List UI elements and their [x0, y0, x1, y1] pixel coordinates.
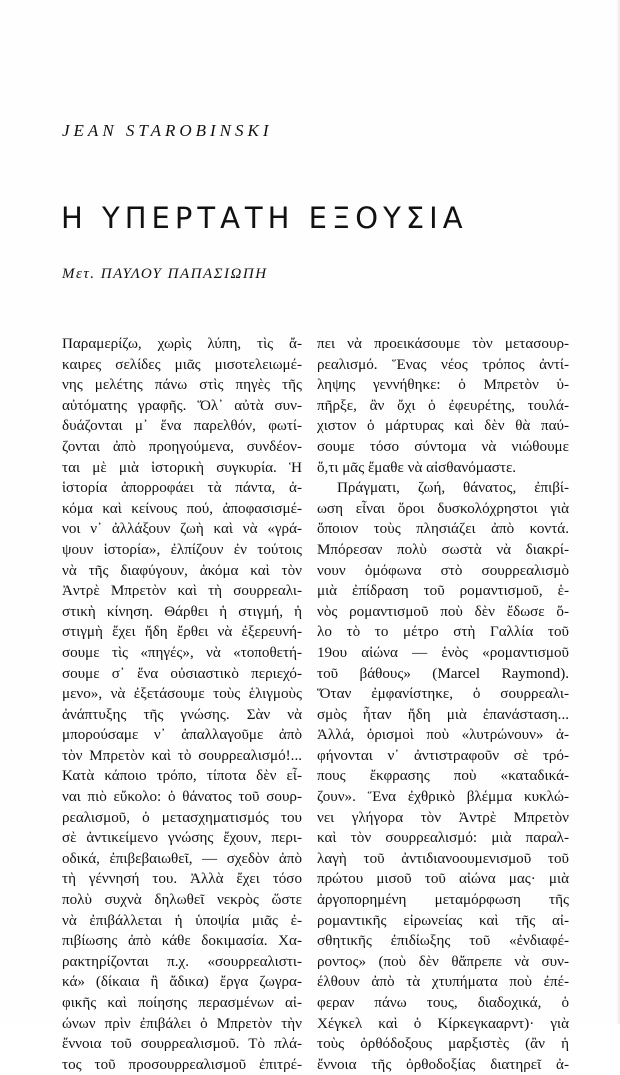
text-line: σμὸς ἦταν ἤδη μιὰ ἐπανάσταση...	[317, 706, 569, 723]
text-line: σὲ ἀντικείμενο γνώσης ἔχουν, περι-	[62, 830, 302, 847]
text-line: αὐτόματης γραφῆς. Ὅλ᾽ αὐτὰ συν-	[62, 397, 302, 414]
article-title: Η ΥΠΕΡΤΑΤΗ ΕΞΟΥΣΙΑ	[61, 201, 468, 236]
text-line: ἔννοια τῆς ὀρθοδοξίας διατηρεῖ ἀ-	[317, 1056, 569, 1073]
text-line: πιβίωσης ἀπὸ κάθε δοκιμασία. Χα-	[62, 933, 302, 950]
text-line: νοι ν᾽ ἀλλάξουν ζωὴ καὶ νὰ «γρά-	[62, 521, 302, 538]
text-line: νὰ ἐπιβάλλεται ἡ ὑποψία μιᾶς ἐ-	[62, 912, 302, 929]
text-line: σουμε τόσο σύντομα νὰ νιώθουμε	[317, 438, 569, 455]
text-line: ροντος» (ποὺ δὲν θἄπρεπε νὰ συν-	[317, 953, 569, 970]
text-line: Χέγκελ καὶ ὁ Κίρκεγκααρντ)· γιὰ	[317, 1015, 569, 1032]
text-line: νὸς ρομαντισμοῦ ποὺ δὲν ἔδωσε ὅ-	[317, 603, 569, 620]
text-line: Ἀλλά, ὁρισμοὶ ποὺ «λυτρώνουν» ἀ-	[317, 727, 569, 744]
text-line: δυάζονται μ᾽ ἕνα παρελθόν, φωτί-	[62, 418, 302, 435]
text-line: οδικά, ἐπιβεβαιωθεῖ, — σχεδὸν ἀπὸ	[62, 850, 302, 867]
text-line: σουμε σ᾽ ἕνα οὐσιαστικὸ περιεχό-	[62, 665, 302, 682]
text-line: ναι πιὸ εὔκολο: ὁ θάνατος τοῦ σουρ-	[62, 789, 302, 806]
text-line: ζουν». Ἕνα ἐχθρικὸ βλέμμα κυκλώ-	[317, 789, 569, 806]
text-line: νει γλήγορα τὸν Ἀντρὲ Μπρετὸν	[317, 809, 569, 826]
text-line: ἀνάπτυξης τῆς γνώσης. Σὰν νὰ	[62, 706, 302, 723]
text-line: σθητικῆς ἐπιδίωξης τοῦ «ἐνδιαφέ-	[317, 933, 569, 950]
text-line: ὅποιον τοὺς πλησιάζει ἀπὸ κοντά.	[317, 521, 569, 538]
text-line: νουν ὁμόφωνα στὸ σουρρεαλισμὸ	[317, 562, 569, 579]
text-line: πολὺ συχνὰ δηλωθεῖ νεκρὸς ὥστε	[62, 892, 302, 909]
text-line: μπορούσαμε ν᾽ ἀπαλλαγοῦμε ἀπὸ	[62, 727, 302, 744]
text-line: ώνων πρὶν ἐπιβάλει ὁ Μπρετὸν τὴν	[62, 1015, 302, 1032]
text-line: πους ἔκφρασης ποὺ «καταδικά-	[317, 768, 569, 785]
text-line: ληψης γεννήθηκε: ὁ Μπρετὸν ὑ-	[317, 377, 569, 394]
text-line: Πράγματι, ζωή, θάνατος, ἐπιβί-	[337, 480, 569, 497]
text-line: λο τὸ το μέτρο στὴ Γαλλία τοῦ	[317, 624, 569, 641]
text-line: ρακτηρίζονται π.χ. «σουρρεαλιστι-	[62, 953, 302, 970]
text-line: τος τοῦ προσουρρεαλισμοῦ ἐπιτρέ-	[62, 1056, 302, 1073]
text-line: Ἀντρὲ Μπρετὸν καὶ τὴ σουρρεαλι-	[62, 583, 302, 600]
text-line: ἔννοια τοῦ σουρρεαλισμοῦ. Τὸ πλά-	[62, 1036, 302, 1053]
text-line: Ὅταν ἐμφανίστηκε, ὁ σουρρεαλι-	[317, 686, 569, 703]
text-line: ται μὲ μιὰ ἱστορικὴ συγκυρία. Ἡ	[62, 459, 302, 476]
text-line: ἀργοπορημένη μεταμόρφωση τῆς	[317, 892, 569, 909]
scan-edge-shadow	[616, 0, 620, 1024]
text-line: ὅ,τι μᾶς ἔμαθε νὰ αἰσθανόμαστε.	[317, 459, 517, 476]
text-line: Παραμερίζω, χωρὶς λύπη, τὶς ἄ-	[62, 336, 302, 352]
text-line: φικῆς καὶ ποίησης περασμένων αἰ-	[62, 995, 302, 1011]
text-line: 19ου αἰώνα — ἑνὸς «ρομαντισμοῦ	[317, 644, 569, 661]
text-line: πρώτου μισοῦ τοῦ αἰώνα μας· μιὰ	[317, 871, 569, 888]
text-line: κά» (δίκαια ἢ ἄδικα) ἔργα ζωγρα-	[62, 974, 302, 991]
text-line: τοῦ βάθους» (Marcel Raymond).	[317, 665, 569, 682]
text-line: ρεαλισμό. Ἕνας νέος τρόπος ἀντί-	[317, 356, 569, 373]
text-line: πει νὰ προεικάσουμε τὸν μετασουρ-	[317, 336, 569, 352]
text-line: λαγὴ τοῦ ἀντιδιανοουμενισμοῦ τοῦ	[317, 850, 569, 867]
text-line: νὰ τῆς διαφύγουν, ἀκόμα καὶ τὸν	[62, 562, 302, 579]
text-line: μιὰ ἐπίδραση τοῦ ρομαντισμοῦ, ἑ-	[317, 583, 569, 600]
text-line: Μπόρεσαν πολὺ σωστὰ νὰ διακρί-	[317, 541, 569, 558]
text-line: καὶ τὸν σουρρεαλισμό: μιὰ παραλ-	[317, 830, 569, 847]
text-line: έλθουν ἀπὸ τὰ χτυπήματα ποὺ ἐπέ-	[317, 974, 569, 991]
translator-credit: Μετ. ΠΑΥΛΟΥ ΠΑΠΑΣΙΩΠΗ	[62, 266, 268, 282]
text-line: καιρες σελίδες μιᾶς μισοτελειωμέ-	[62, 356, 302, 373]
text-line: μενο», νὰ ἐξετάσουμε τοὺς ἑλιγμοὺς	[62, 686, 302, 703]
text-line: ρομαντικῆς εἰρωνείας καὶ τῆς αἰ-	[317, 912, 569, 929]
text-line: ρεαλισμοῦ, ὁ μετασχηματισμός του	[62, 809, 302, 826]
text-line: πῆρξε, ἂν ὄχι ὁ ἐφευρέτης, τουλά-	[317, 397, 569, 414]
text-line: στικὴ κίνηση. Θάρθει ἡ στιγμή, ἡ	[62, 603, 302, 620]
text-line: νης μελέτης πάνω στὶς πηγὲς τῆς	[62, 377, 302, 394]
text-line: ωση εἶναι ὅροι δυσκολόχρηστοι γιὰ	[317, 500, 569, 517]
text-line: ψουν ἱστορία», ἐλπίζουν ἐν τούτοις	[62, 541, 302, 558]
text-line: Κατὰ κάποιο τρόπο, τίποτα δὲν εἶ-	[62, 768, 302, 785]
text-line: ἱστορία ἀπορροφάει τὰ πάντα, ἀ-	[62, 480, 302, 497]
text-line: φήνονται ν᾽ ἀντιστραφοῦν σὲ τρό-	[317, 747, 569, 764]
text-line: τὸν Μπρετὸν καὶ τὸ σουρρεαλισμό!...	[62, 747, 302, 764]
text-column-right	[317, 334, 569, 1075]
text-column-left	[62, 334, 302, 1075]
text-line: στιγμὴ ἔχει ἤδη ἔρθει νὰ ἐξερευνή-	[62, 624, 302, 641]
text-line: φεραν πάνω τους, διαδοχικά, ὁ	[317, 995, 569, 1011]
text-line: τὴ γέννησή του. Ἀλλὰ ἔχει τόσο	[62, 871, 302, 888]
text-line: χιστον ὁ μάρτυρας καὶ δὲν θὰ παύ-	[317, 418, 569, 435]
author-name: JEAN STAROBINSKI	[62, 121, 273, 140]
text-line: τοὺς ὀρθόδοξους μαρξιστὲς (ἂν ἡ	[317, 1036, 569, 1053]
text-line: κόμα καὶ κείνους πού, ἀποφασισμέ-	[62, 500, 302, 517]
text-line: σουμε τὶς «πηγές», νὰ «τοποθετή-	[62, 644, 302, 661]
text-line: ζονται ἀπὸ προηγούμενα, συνδέον-	[62, 438, 302, 455]
